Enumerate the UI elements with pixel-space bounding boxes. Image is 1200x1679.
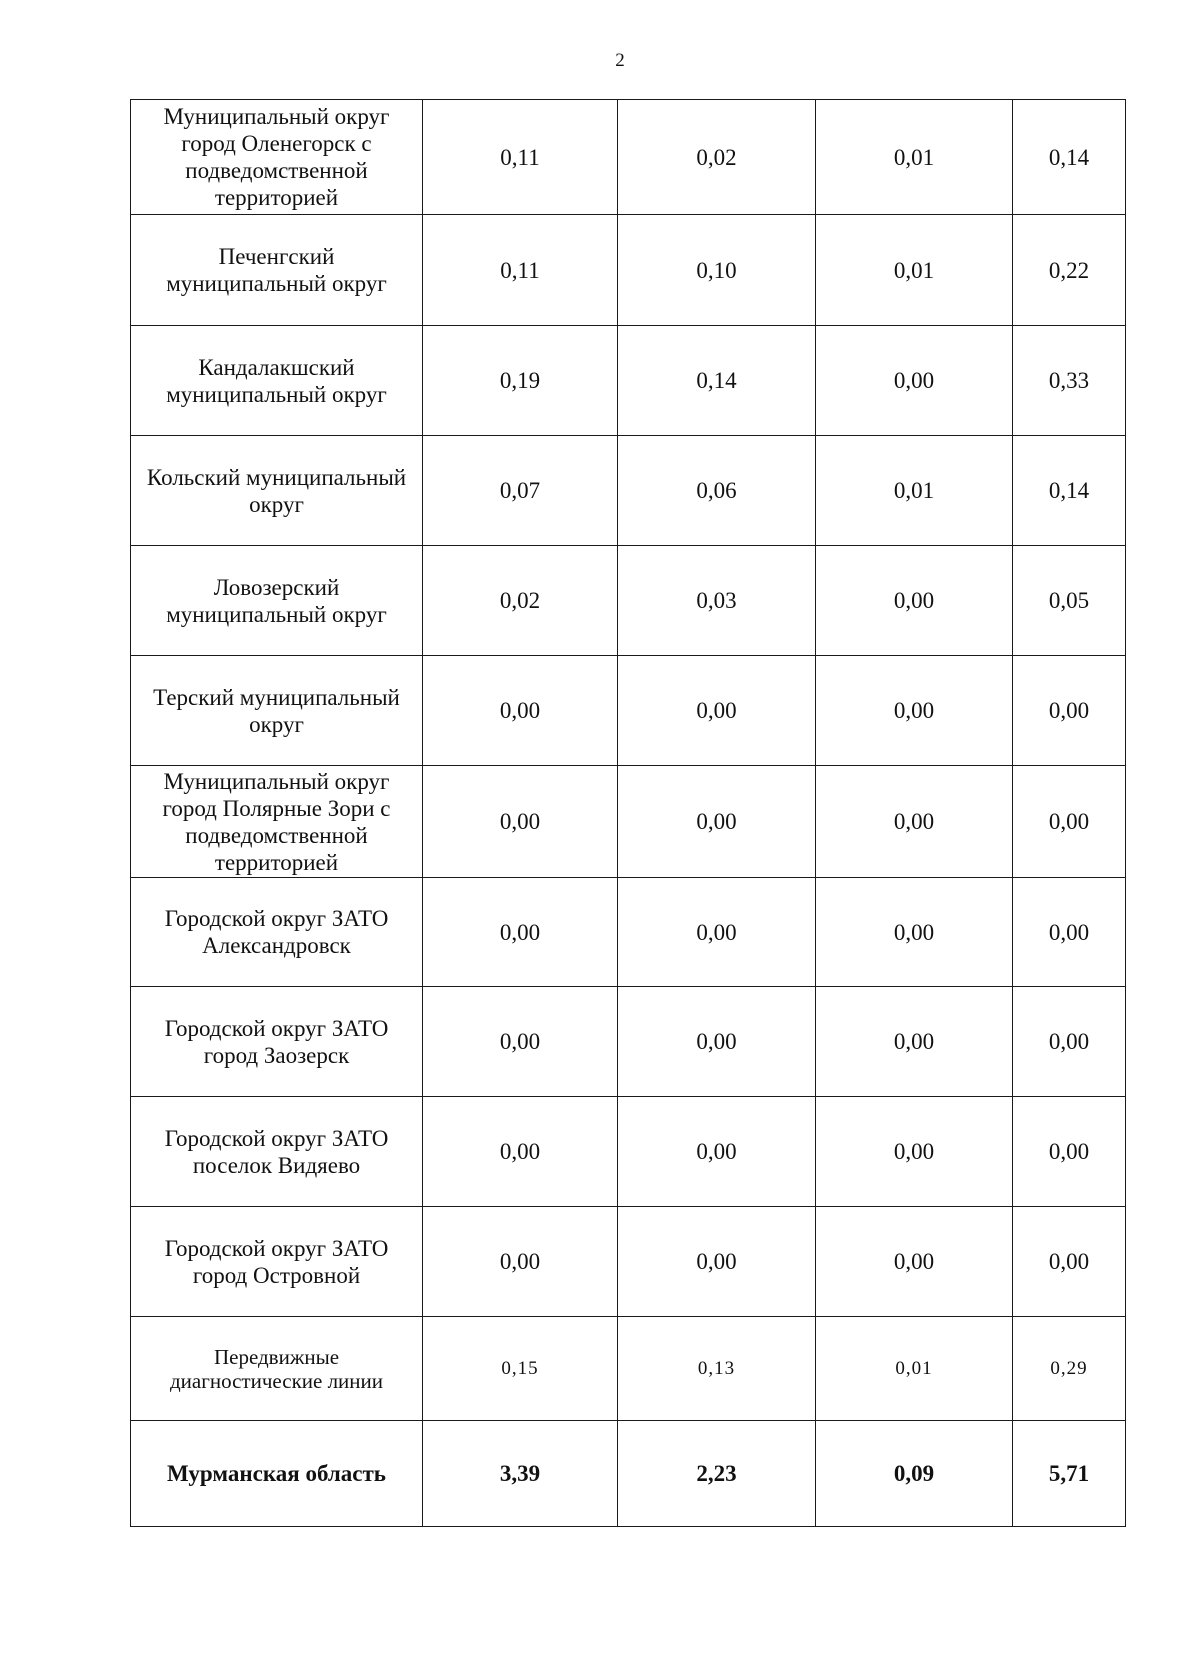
row-value-4: 0,05	[1013, 546, 1126, 656]
total-row	[131, 1421, 1126, 1527]
row-value-4: 0,29	[1013, 1317, 1126, 1421]
row-value-4: 0,33	[1013, 326, 1126, 436]
row-value-3: 0,00	[816, 1207, 1013, 1317]
row-value-4: 0,00	[1013, 656, 1126, 766]
row-value-4: 0,14	[1013, 100, 1126, 215]
row-name: Городской округ ЗАТО поселок Видяево	[131, 1097, 423, 1207]
row-value-3: 0,01	[816, 1317, 1013, 1421]
row-value-4: 5,71	[1013, 1421, 1126, 1527]
row-name: Терский муниципальный округ	[131, 656, 423, 766]
row-value-2: 0,00	[618, 1097, 816, 1207]
row-value-3: 0,01	[816, 215, 1013, 326]
row-value-2: 0,00	[618, 878, 816, 987]
row-value-1: 0,00	[423, 1097, 618, 1207]
row-value-2: 0,10	[618, 215, 816, 326]
row-value-1: 0,19	[423, 326, 618, 436]
table-row	[131, 1097, 1126, 1207]
row-value-3: 0,00	[816, 766, 1013, 878]
row-value-4: 0,00	[1013, 878, 1126, 987]
row-value-1: 0,00	[423, 878, 618, 987]
table-row	[131, 987, 1126, 1097]
row-value-1: 0,11	[423, 215, 618, 326]
row-value-1: 0,11	[423, 100, 618, 215]
table-row	[131, 766, 1126, 878]
table-row	[131, 656, 1126, 766]
data-table	[130, 99, 1126, 1527]
table-row	[131, 326, 1126, 436]
table-row	[131, 546, 1126, 656]
table-row	[131, 878, 1126, 987]
row-name: Мурманская область	[131, 1421, 423, 1527]
row-name: Городской округ ЗАТО город Заозерск	[131, 987, 423, 1097]
row-name: Кольский муниципальный округ	[131, 436, 423, 546]
row-value-4: 0,00	[1013, 766, 1126, 878]
row-value-4: 0,00	[1013, 987, 1126, 1097]
row-value-3: 0,09	[816, 1421, 1013, 1527]
row-name: Ловозерский муниципальный округ	[131, 546, 423, 656]
row-value-2: 0,06	[618, 436, 816, 546]
row-value-1: 0,00	[423, 656, 618, 766]
row-value-3: 0,00	[816, 546, 1013, 656]
row-value-3: 0,00	[816, 656, 1013, 766]
row-value-3: 0,01	[816, 436, 1013, 546]
row-name: Передвижные диагностические линии	[131, 1317, 423, 1421]
row-value-4: 0,22	[1013, 215, 1126, 326]
row-value-2: 0,14	[618, 326, 816, 436]
row-value-2: 2,23	[618, 1421, 816, 1527]
row-value-1: 3,39	[423, 1421, 618, 1527]
row-value-2: 0,00	[618, 987, 816, 1097]
row-value-2: 0,13	[618, 1317, 816, 1421]
row-value-2: 0,03	[618, 546, 816, 656]
row-value-2: 0,00	[618, 1207, 816, 1317]
row-name: Муниципальный округ город Оленегорск с подведомственной территорией	[131, 100, 423, 215]
row-name: Городской округ ЗАТО город Островной	[131, 1207, 423, 1317]
table-row	[131, 436, 1126, 546]
row-name: Городской округ ЗАТО Александровск	[131, 878, 423, 987]
row-value-2: 0,02	[618, 100, 816, 215]
row-value-4: 0,14	[1013, 436, 1126, 546]
row-value-4: 0,00	[1013, 1097, 1126, 1207]
row-value-3: 0,00	[816, 987, 1013, 1097]
row-value-1: 0,15	[423, 1317, 618, 1421]
row-value-4: 0,00	[1013, 1207, 1126, 1317]
row-value-1: 0,00	[423, 1207, 618, 1317]
row-value-3: 0,01	[816, 100, 1013, 215]
row-value-1: 0,00	[423, 987, 618, 1097]
row-value-3: 0,00	[816, 326, 1013, 436]
row-name: Печенгский муниципальный округ	[131, 215, 423, 326]
table-row	[131, 1317, 1126, 1421]
row-value-3: 0,00	[816, 878, 1013, 987]
row-value-1: 0,00	[423, 766, 618, 878]
table-row	[131, 215, 1126, 326]
row-value-2: 0,00	[618, 656, 816, 766]
row-value-3: 0,00	[816, 1097, 1013, 1207]
table-row	[131, 100, 1126, 215]
row-name: Кандалакшский муниципальный округ	[131, 326, 423, 436]
row-value-1: 0,02	[423, 546, 618, 656]
page-number: 2	[615, 50, 625, 71]
row-value-1: 0,07	[423, 436, 618, 546]
table-row	[131, 1207, 1126, 1317]
row-value-2: 0,00	[618, 766, 816, 878]
row-name: Муниципальный округ город Полярные Зори с подведомственной территорией	[131, 766, 423, 878]
